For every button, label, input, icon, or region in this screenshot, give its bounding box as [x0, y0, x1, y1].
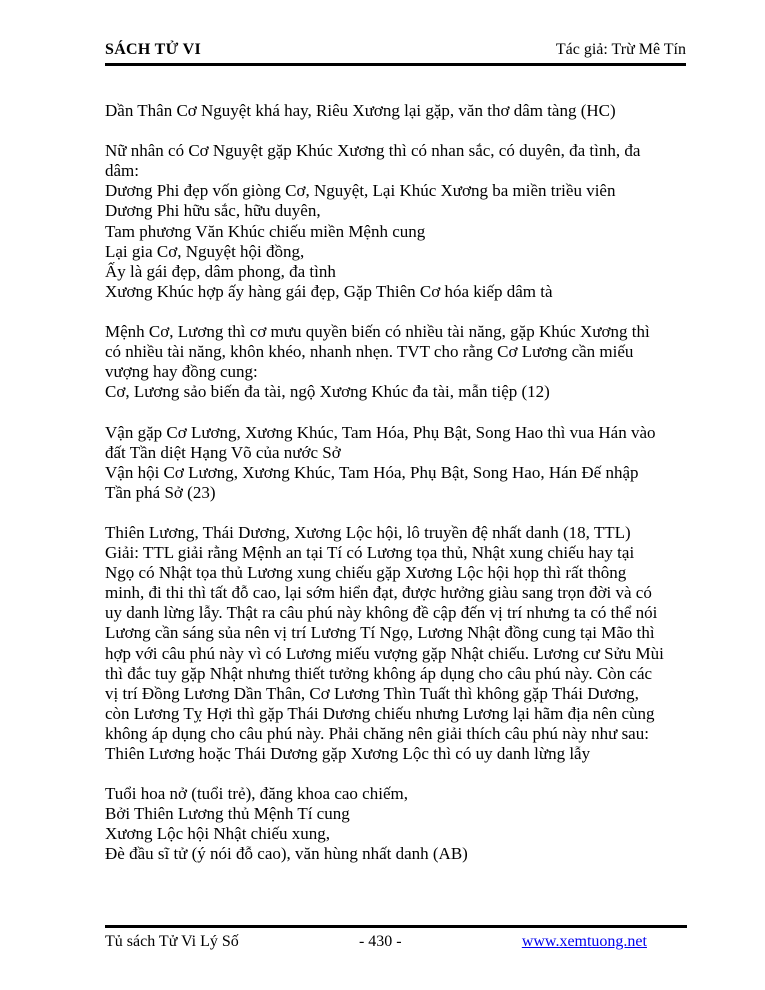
text-line: Cơ, Lương sảo biến đa tài, ngộ Xương Khúc đa tài, mẫn tiệp (12) — [105, 382, 550, 402]
text-line: Vận hội Cơ Lương, Xương Khúc, Tam Hóa, Phụ Bật, Song Hao, Hán Đế nhập — [105, 462, 639, 482]
text-line: Ấy là gái đẹp, dâm phong, đa tình — [105, 261, 336, 281]
text-line: Dương Phi đẹp vốn giòng Cơ, Nguyệt, Lại Khúc Xương ba miền triều viên — [105, 181, 616, 201]
paragraph — [105, 101, 686, 121]
text-line: Tần phá Sở (23) — [105, 482, 216, 502]
text-line: hợp với câu phú này vì có Lương miếu vượng gặp Nhật chiếu. Lương cư Sửu Mùi — [105, 643, 664, 663]
text-line: vị trí Đồng Lương Dần Thân, Cơ Lương Thìn Tuất thì không gặp Thái Dương, — [105, 683, 639, 703]
paragraph — [105, 784, 686, 864]
text-line: Giải: TTL giải rằng Mệnh an tại Tí có Lương tọa thủ, Nhật xung chiếu hay tại — [105, 543, 635, 563]
text-line: vượng hay đồng cung: — [105, 362, 258, 382]
text-line: Đè đầu sĩ tử (ý nói đỗ cao), văn hùng nhất danh (AB) — [105, 844, 468, 864]
text-line: minh, đi thi thì tất đỗ cao, lại sớm hiển đạt, được hưởng giàu sang trọn đời và có — [105, 583, 652, 603]
text-line: thì đắc tuy gặp Nhật nhưng thiết tưởng không áp dụng cho câu phú này. Còn các — [105, 663, 653, 683]
paragraph — [105, 322, 686, 402]
text-line: Dần Thân Cơ Nguyệt khá hay, Riêu Xương lại gặp, văn thơ dâm tàng (HC) — [105, 101, 616, 120]
text-line: Ngọ có Nhật tọa thủ Lương xung chiếu gặp Xương Lộc hội họp thì rất thông — [105, 563, 627, 583]
text-line: Vận gặp Cơ Lương, Xương Khúc, Tam Hóa, Phụ Bật, Song Hao thì vua Hán vào — [105, 422, 656, 442]
text-line: Xương Khúc hợp ấy hàng gái đẹp, Gặp Thiên Cơ hóa kiếp dâm tà — [105, 281, 553, 301]
text-line: Xương Lộc hội Nhật chiếu xung, — [105, 824, 330, 844]
header-author: Tác giả: Trừ Mê Tín — [555, 41, 686, 58]
text-line: Thiên Lương hoặc Thái Dương gặp Xương Lộc thì có uy danh lừng lẫy — [105, 744, 591, 763]
header-book-title: SÁCH TỬ VI — [105, 41, 202, 58]
text-line: Thiên Lương, Thái Dương, Xương Lộc hội, lô truyền đệ nhất danh (18, TTL) — [105, 522, 631, 542]
footer-series-title: Tủ sách Tử Vi Lý Số — [105, 933, 239, 950]
text-line: Lại gia Cơ, Nguyệt hội đồng, — [105, 241, 305, 261]
page-header — [105, 41, 686, 66]
text-line: Mệnh Cơ, Lương thì cơ mưu quyền biến có nhiều tài năng, gặp Khúc Xương thì — [105, 322, 650, 342]
text-line: Lương cần sáng sủa nên vị trí Lương Tí Ngọ, Lương Nhật đồng cung tại Mão thì — [105, 623, 655, 643]
text-line: dâm: — [105, 161, 139, 181]
paragraph — [105, 423, 686, 503]
footer-website-link[interactable]: www.xemtuong.net — [521, 933, 647, 950]
text-line: Tam phương Văn Khúc chiếu miền Mệnh cung — [105, 221, 426, 241]
text-line: Dương Phi hữu sắc, hữu duyên, — [105, 201, 321, 221]
text-line: có nhiều tài năng, khôn khéo, nhanh nhẹn. TVT cho rằng Cơ Lương cần miếu — [105, 342, 634, 362]
page-body — [105, 101, 686, 865]
paragraph — [105, 523, 686, 764]
text-line: uy danh lừng lẫy. Thật ra câu phú này không đề cập đến vị trí nhưng ta có thể nói — [105, 603, 658, 623]
text-line: không áp dụng cho câu phú này. Phải chăng nên giải thích câu phú này như sau: — [105, 723, 649, 743]
text-line: Bởi Thiên Lương thủ Mệnh Tí cung — [105, 804, 350, 824]
text-line: Nữ nhân có Cơ Nguyệt gặp Khúc Xương thì có nhan sắc, có duyên, đa tình, đa — [105, 141, 641, 161]
text-line: Tuổi hoa nở (tuổi trẻ), đăng khoa cao chiếm, — [105, 784, 408, 804]
page-footer — [105, 925, 687, 951]
text-line: còn Lương Tỵ Hợi thì gặp Thái Dương chiếu nhưng Lương lại hãm địa nên cùng — [105, 703, 655, 723]
text-line: đất Tần diệt Hạng Võ của nước Sở — [105, 442, 341, 462]
footer-page-number: - 430 - — [358, 933, 402, 950]
paragraph — [105, 141, 686, 302]
